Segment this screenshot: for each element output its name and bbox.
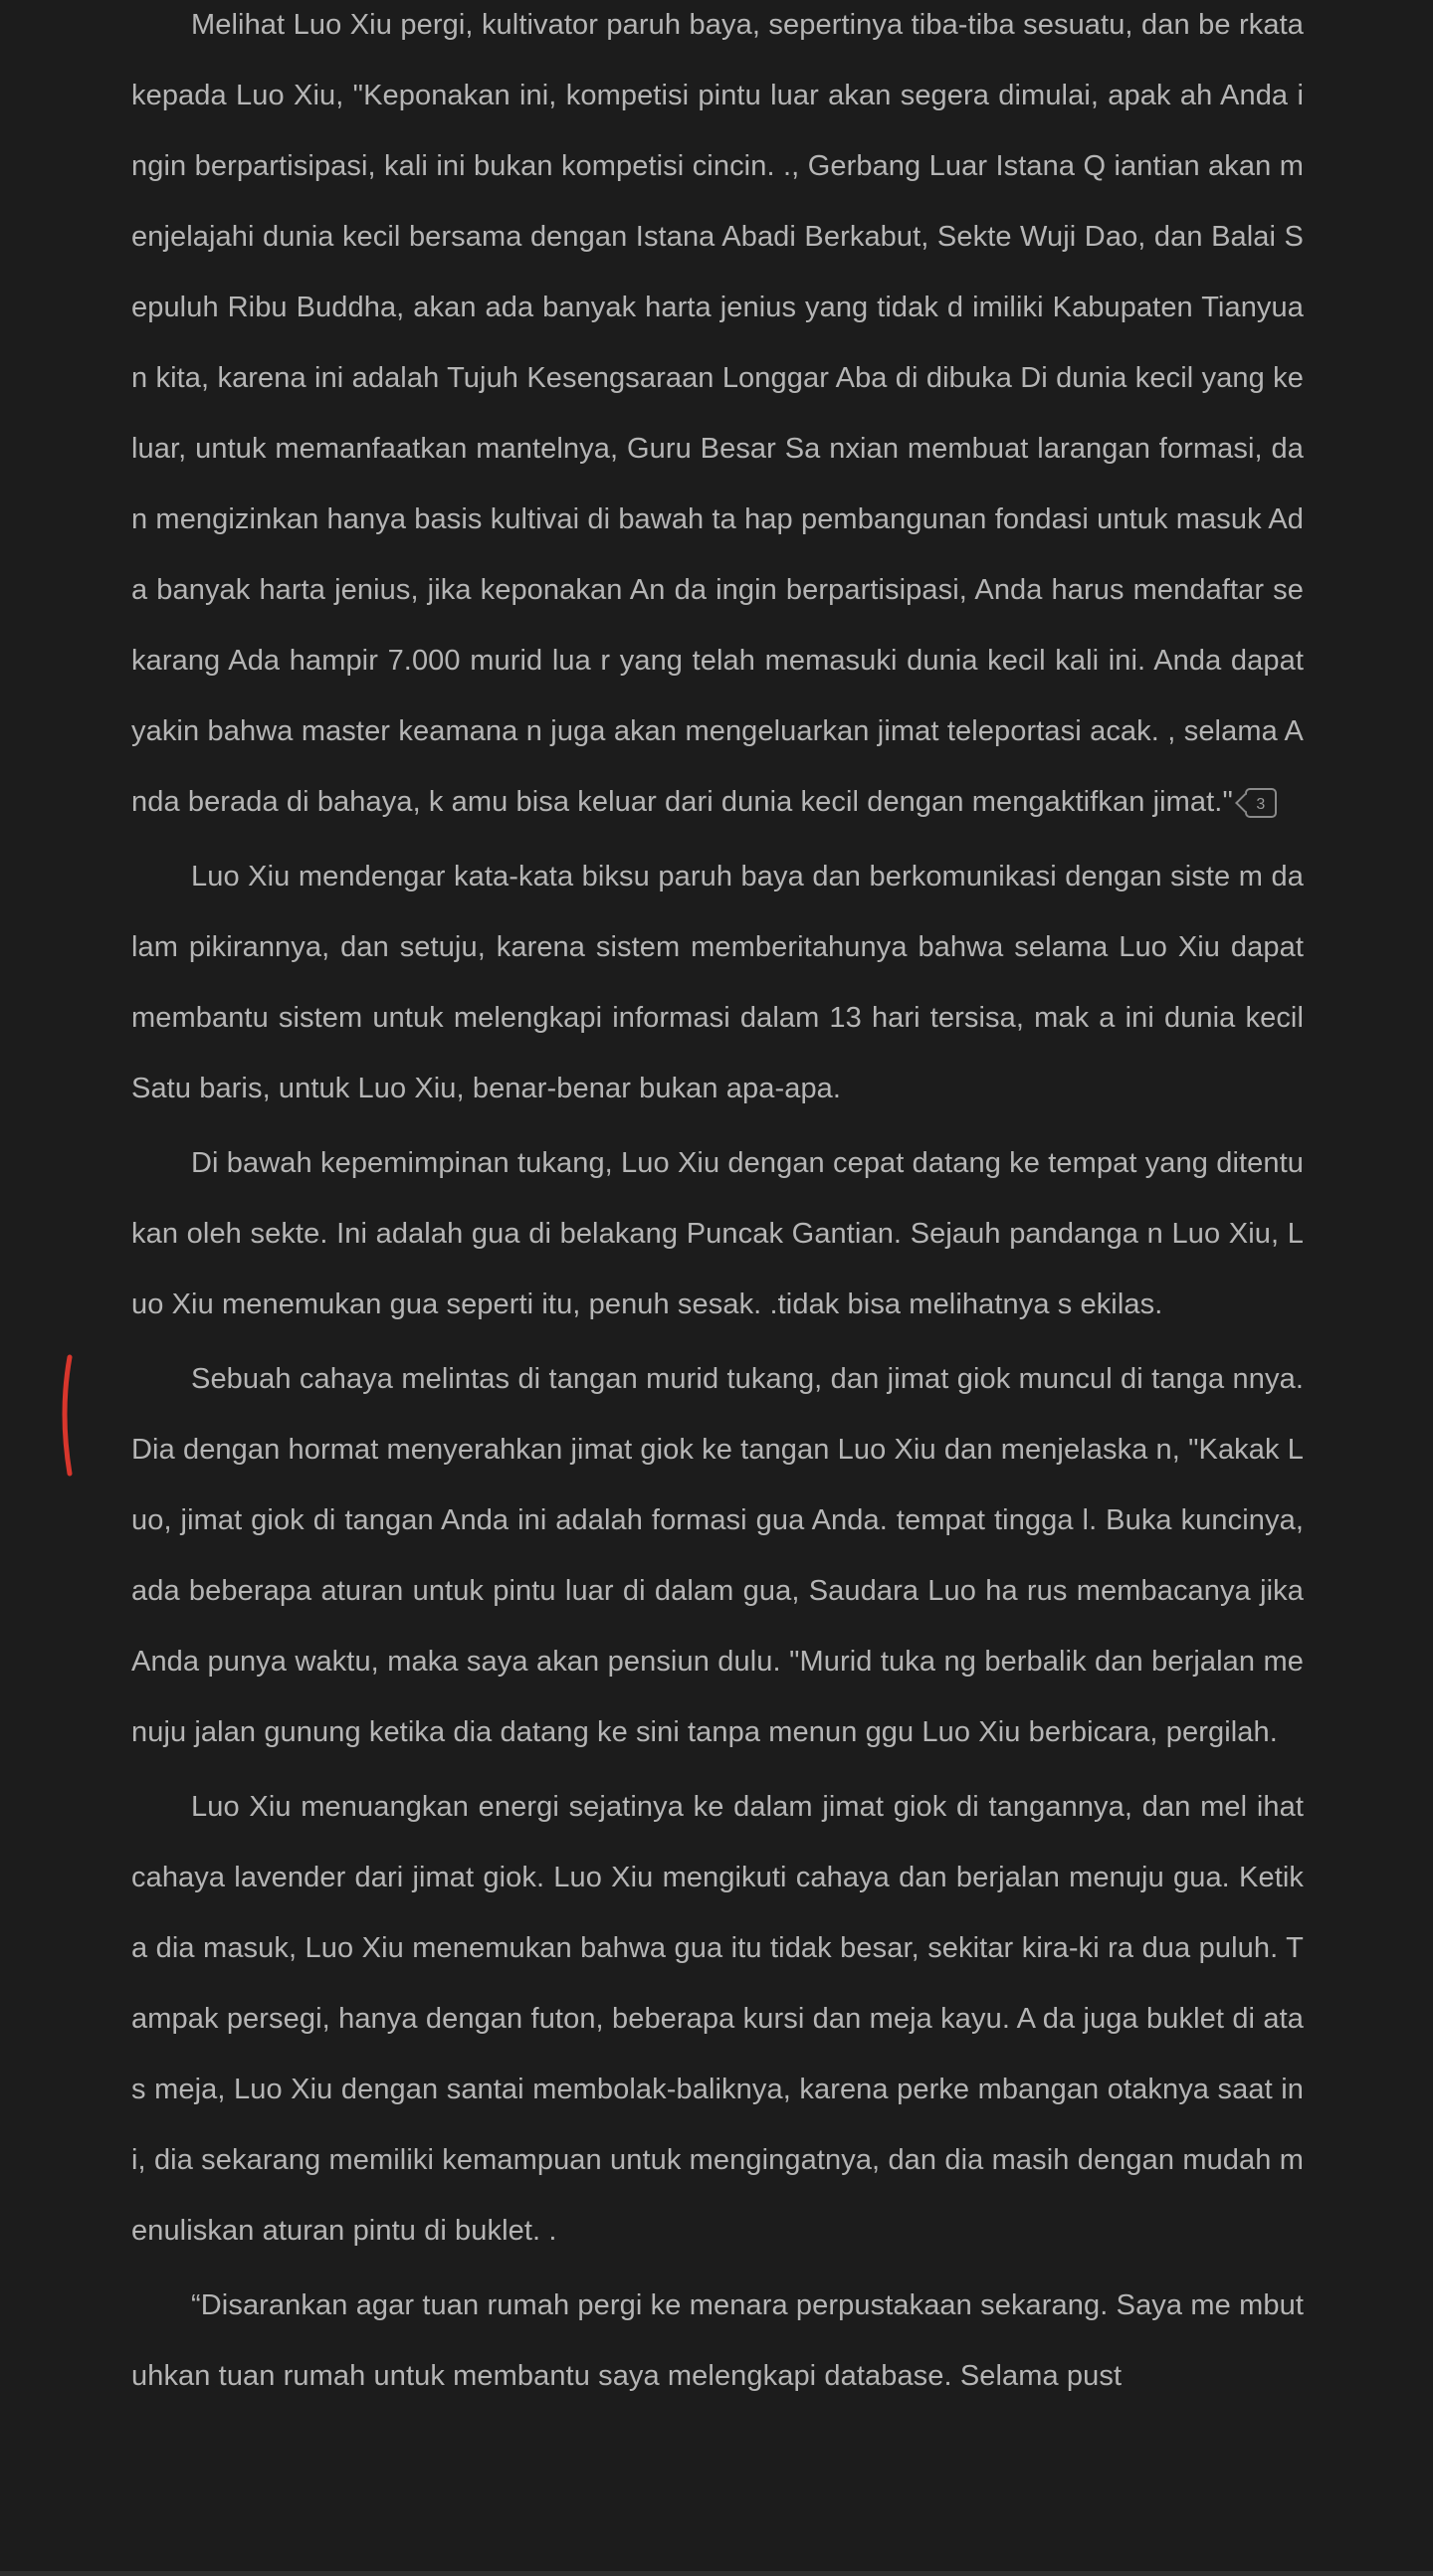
paragraph-1 — [131, 0, 1304, 838]
paragraph-1-text: Melihat Luo Xiu pergi, kultivator paruh baya, sepertinya tiba-tiba sesuatu, dan be rkata kepada Luo Xiu, "Keponakan ini, kompetisi pintu luar akan segera dimulai, apak ah Anda ingin berpartisipasi, kali ini bukan kompetisi cincin. ., Gerbang Luar Istana Q iantian akan menjelajahi dunia kecil bersama dengan Istana Abadi Berkabut, Sekte Wuji Dao, dan Balai Sepuluh Ribu Buddha, akan ada banyak harta jenius yang tidak d imiliki Kabupaten Tianyuan kita, karena ini adalah Tujuh Kesengsaraan Longgar Aba di dibuka Di dunia kecil yang keluar, untuk memanfaatkan mantelnya, Guru Besar Sa nxian membuat larangan formasi, dan mengizinkan hanya basis kultivai di bawah ta hap pembangunan fondasi untuk masuk Ada banyak harta jenius, jika keponakan An da ingin berpartisipasi, Anda harus mendaftar sekarang Ada hampir 7.000 murid lua r yang telah memasuki dunia kecil kali ini. Anda dapat yakin bahwa master keamana n juga akan mengeluarkan jimat teleportasi acak. , selama Anda berada di bahaya, k amu bisa keluar dari dunia kecil dengan mengaktifkan jimat." — [131, 9, 1304, 818]
paragraph-3: Di bawah kepemimpinan tukang, Luo Xiu dengan cepat datang ke tempat yang ditentukan oleh sekte. Ini adalah gua di belakang Puncak Gantian. Sejauh pandanga n Luo Xiu, Luo Xiu menemukan gua seperti itu, penuh sesak. .tidak bisa melihatnya s ekilas. — [131, 1147, 1304, 1320]
paragraph-comment-badge[interactable]: 3 — [1245, 788, 1277, 818]
bottom-divider — [0, 2571, 1433, 2576]
paragraph-6: “Disarankan agar tuan rumah pergi ke menara perpustakaan sekarang. Saya me mbutuhkan tuan rumah untuk membantu saya melengkapi database. Selama pust — [131, 2289, 1304, 2392]
paragraph-5: Luo Xiu menuangkan energi sejatinya ke dalam jimat giok di tangannya, dan mel ihat cahaya lavender dari jimat giok. Luo Xiu mengikuti cahaya dan berjalan menuju gua. Ketika dia masuk, Luo Xiu menemukan bahwa gua itu tidak besar, sekitar kira-ki ra dua puluh. Tampak persegi, hanya dengan futon, beberapa kursi dan meja kayu. A da juga buklet di atas meja, Luo Xiu dengan santai membolak-baliknya, karena perke mbangan otaknya saat ini, dia sekarang memiliki kemampuan untuk mengingatnya, dan dia masih dengan mudah menuliskan aturan pintu di buklet. . — [131, 1791, 1304, 2247]
chapter-body — [131, 0, 1304, 2416]
paragraph-2: Luo Xiu mendengar kata-kata biksu paruh baya dan berkomunikasi dengan siste m dalam pikirannya, dan setuju, karena sistem memberitahunya bahwa selama Luo Xiu dapat membantu sistem untuk melengkapi informasi dalam 13 hari tersisa, mak a ini dunia kecil Satu baris, untuk Luo Xiu, benar-benar bukan apa-apa. — [131, 861, 1304, 1104]
red-bracket-annotation — [58, 1353, 74, 1478]
paragraph-4: Sebuah cahaya melintas di tangan murid tukang, dan jimat giok muncul di tanga nnya. Dia dengan hormat menyerahkan jimat giok ke tangan Luo Xiu dan menjelaska n, "Kakak Luo, jimat giok di tangan Anda ini adalah formasi gua Anda. tempat tingga l. Buka kuncinya, ada beberapa aturan untuk pintu luar di dalam gua, Saudara Luo ha rus membacanya jika Anda punya waktu, maka saya akan pensiun dulu. "Murid tuka ng berbalik dan berjalan menuju jalan gunung ketika dia datang ke sini tanpa menun ggu Luo Xiu berbicara, pergilah. — [131, 1363, 1304, 1748]
